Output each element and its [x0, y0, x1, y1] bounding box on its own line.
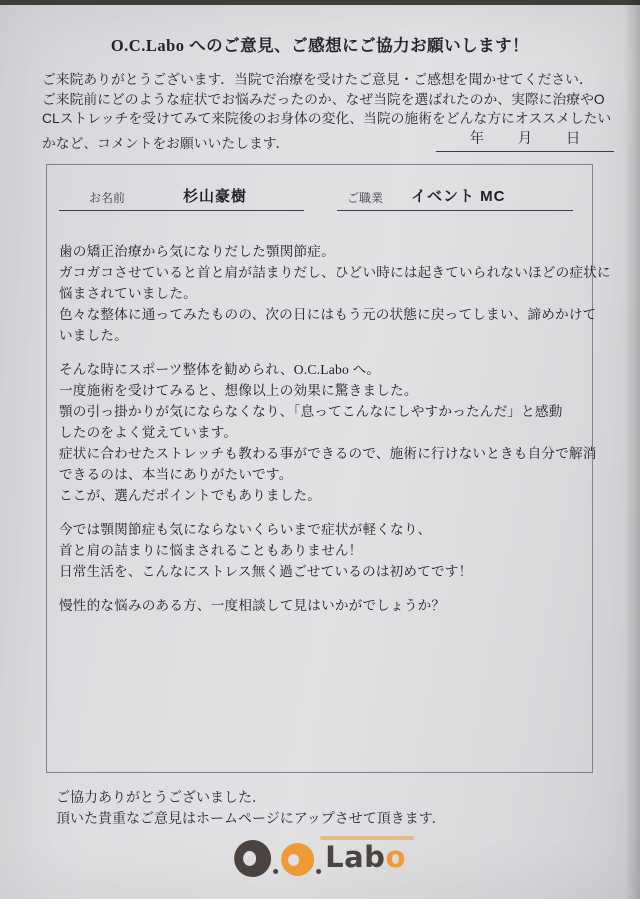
logo-dot-icon [273, 869, 278, 874]
text-line: したのをよく覚えています。 [59, 425, 238, 440]
text-line: 首と肩の詰まりに悩まされることもありません！ [59, 543, 363, 558]
text-line: 慢性的な悩みのある方、一度相談して見はいかがでしょうか？ [59, 598, 446, 613]
logo-dot-icon [316, 869, 321, 874]
text-line: CLストレッチを受けてみて来院後のお身体の変化、当院の施術をどんな方にオススメしたい [42, 111, 612, 126]
text-line: 悩まされていました。 [59, 286, 197, 301]
text-line: 顎の引っ掛かりが気にならなくなり、「息ってこんなにしやすかったんだ」と感動 [59, 404, 563, 419]
text-line: 色々な整体に通ってみたものの、次の日にはもう元の状態に戻ってしまい、諦めかけて [59, 307, 597, 322]
occupation-field [337, 185, 573, 211]
page-title: O.C.Labo へのご意見、ご感想にご協力お願いします！ [110, 36, 530, 55]
text-line: 一度施術を受けてみると、想像以上の効果に驚きました。 [59, 383, 418, 398]
date-month-label: 月 [517, 131, 533, 147]
name-value: 杉山豪樹 [183, 188, 248, 205]
date-field [436, 127, 614, 152]
text-line: 歯の矯正治療から気になりだした顎関節症。 [59, 244, 335, 259]
feedback-form-box [46, 164, 611, 773]
form-fields-row [59, 185, 573, 211]
logo-letter-c-icon [281, 843, 314, 876]
intro-paragraph [42, 70, 611, 129]
logo-text [325, 839, 406, 874]
testimonial-text [59, 241, 611, 616]
text-line: 頂いた貴重なご意見はホームページにアップさせて頂きます． [56, 809, 446, 826]
occupation-value: イベント MC [411, 188, 506, 205]
intro-last-line: かなど、コメントをお願いいたします． [42, 136, 290, 151]
text-line: 症状に合わせたストレッチも教わる事ができるので、施術に行けないときも自分で解消 [59, 446, 597, 461]
text-line [59, 582, 611, 595]
brand-logo [234, 835, 406, 881]
footer-thanks [56, 787, 446, 828]
text-line: いました。 [59, 328, 128, 343]
text-line: そんな時にスポーツ整体を勧められ、O.C.Labo へ。 [59, 362, 381, 377]
intro-last-row [42, 127, 614, 152]
logo-tagline-text [320, 836, 414, 840]
text-line: できるのは、本当にありがたいです。 [59, 467, 293, 482]
text-line: ガコガコさせていると首と肩が詰まりだし、ひどい時には起きていられないほどの症状に [59, 265, 611, 280]
logo-letter-o-icon [234, 840, 271, 877]
occupation-label: ご職業 [347, 191, 384, 205]
photo-background-edge [0, 0, 640, 5]
text-line: ご来院ありがとうございます．当院で治療を受けたご意見・ご感想を聞かせてください． [42, 72, 593, 87]
text-line: ご来院前にどのような症状でお悩みだったのか、なぜ当院を選ばれたのか、実際に治療やO [42, 91, 605, 107]
text-line [59, 506, 611, 519]
text-line: 日常生活を、こんなにストレス無く過ごせているのは初めてです！ [59, 564, 473, 579]
logo-text-orange: o [385, 839, 406, 874]
text-line [59, 346, 611, 359]
text-line: ここが、選んだポイントでもありました。 [59, 488, 322, 503]
date-day-label: 日 [565, 131, 581, 147]
logo-text-dark: Lab [325, 839, 386, 874]
name-field [59, 185, 304, 211]
date-year-label: 年 [469, 131, 485, 147]
photo-edge-shadow [624, 0, 640, 899]
name-label: お名前 [89, 191, 126, 205]
text-line: 今では顎関節症も気にならないくらいまで症状が軽くなり、 [59, 522, 432, 537]
text-line: ご協力ありがとうございました． [56, 789, 266, 805]
